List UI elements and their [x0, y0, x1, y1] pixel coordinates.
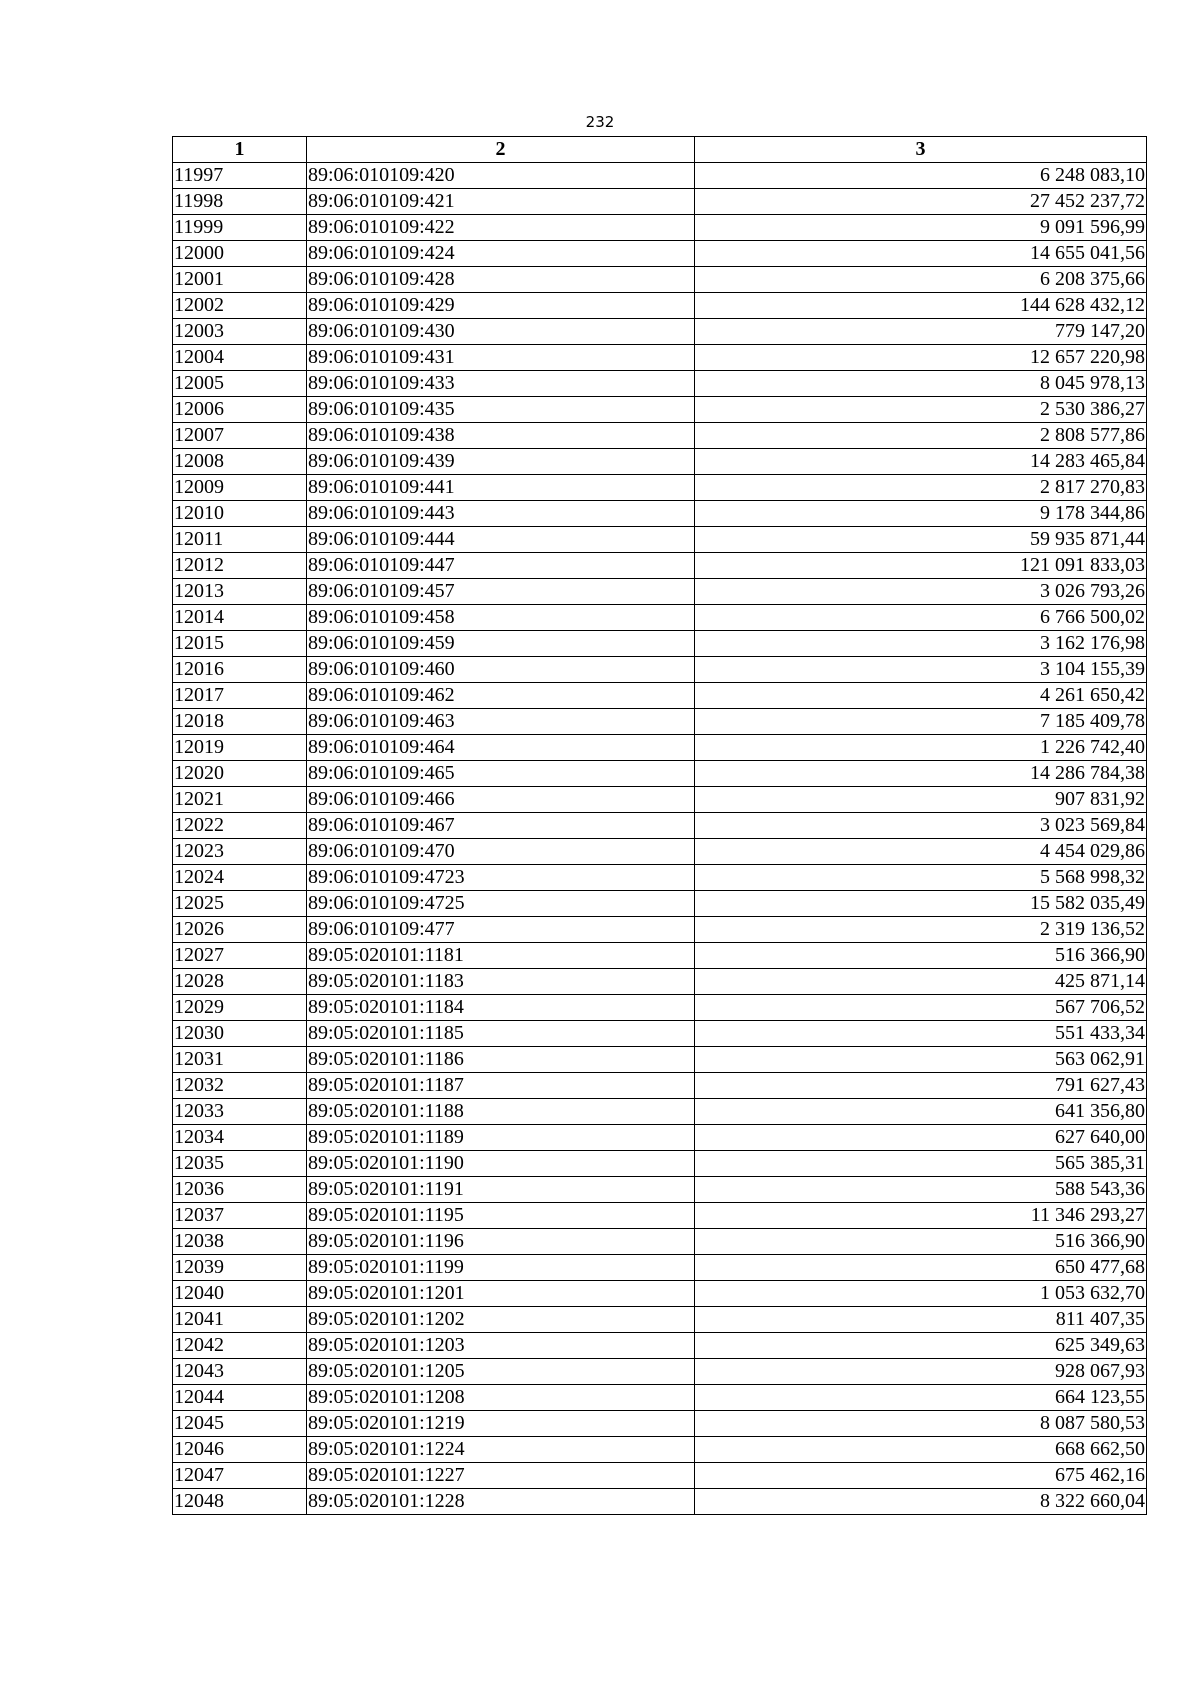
- cadastral-number-cell: 89:06:010109:447: [307, 553, 695, 579]
- table-row: [173, 891, 1147, 917]
- value-cell: 8 322 660,04: [695, 1489, 1147, 1515]
- row-number-cell: 12047: [173, 1463, 307, 1489]
- value-cell: 2 530 386,27: [695, 397, 1147, 423]
- cadastral-number-cell: 89:06:010109:4725: [307, 891, 695, 917]
- data-table: [172, 136, 1147, 1515]
- table-row: [173, 1151, 1147, 1177]
- table-row: [173, 1229, 1147, 1255]
- cadastral-number-cell: 89:05:020101:1187: [307, 1073, 695, 1099]
- value-cell: 8 045 978,13: [695, 371, 1147, 397]
- value-cell: 6 766 500,02: [695, 605, 1147, 631]
- value-cell: 425 871,14: [695, 969, 1147, 995]
- value-cell: 8 087 580,53: [695, 1411, 1147, 1437]
- table-row: [173, 995, 1147, 1021]
- table-row: [173, 917, 1147, 943]
- cadastral-number-cell: 89:06:010109:438: [307, 423, 695, 449]
- cadastral-number-cell: 89:05:020101:1196: [307, 1229, 695, 1255]
- value-cell: 2 808 577,86: [695, 423, 1147, 449]
- table-row: [173, 969, 1147, 995]
- value-cell: 664 123,55: [695, 1385, 1147, 1411]
- table-row: [173, 267, 1147, 293]
- row-number-cell: 12026: [173, 917, 307, 943]
- row-number-cell: 12030: [173, 1021, 307, 1047]
- table-row: [173, 1385, 1147, 1411]
- table-header-row: [173, 137, 1147, 163]
- value-cell: 641 356,80: [695, 1099, 1147, 1125]
- row-number-cell: 11999: [173, 215, 307, 241]
- cadastral-number-cell: 89:05:020101:1184: [307, 995, 695, 1021]
- cadastral-number-cell: 89:06:010109:433: [307, 371, 695, 397]
- table-row: [173, 189, 1147, 215]
- table-row: [173, 163, 1147, 189]
- cadastral-number-cell: 89:06:010109:463: [307, 709, 695, 735]
- value-cell: 516 366,90: [695, 1229, 1147, 1255]
- value-cell: 5 568 998,32: [695, 865, 1147, 891]
- value-cell: 627 640,00: [695, 1125, 1147, 1151]
- column-header-1: 1: [173, 137, 307, 163]
- table-row: [173, 293, 1147, 319]
- row-number-cell: 12027: [173, 943, 307, 969]
- cadastral-number-cell: 89:06:010109:422: [307, 215, 695, 241]
- table-row: [173, 657, 1147, 683]
- value-cell: 6 248 083,10: [695, 163, 1147, 189]
- cadastral-number-cell: 89:06:010109:466: [307, 787, 695, 813]
- row-number-cell: 12015: [173, 631, 307, 657]
- value-cell: 1 053 632,70: [695, 1281, 1147, 1307]
- cadastral-number-cell: 89:06:010109:462: [307, 683, 695, 709]
- table-row: [173, 1125, 1147, 1151]
- value-cell: 14 283 465,84: [695, 449, 1147, 475]
- row-number-cell: 12002: [173, 293, 307, 319]
- value-cell: 121 091 833,03: [695, 553, 1147, 579]
- table-row: [173, 319, 1147, 345]
- value-cell: 3 026 793,26: [695, 579, 1147, 605]
- table-row: [173, 1359, 1147, 1385]
- value-cell: 27 452 237,72: [695, 189, 1147, 215]
- value-cell: 1 226 742,40: [695, 735, 1147, 761]
- row-number-cell: 12037: [173, 1203, 307, 1229]
- value-cell: 59 935 871,44: [695, 527, 1147, 553]
- cadastral-number-cell: 89:05:020101:1188: [307, 1099, 695, 1125]
- row-number-cell: 12017: [173, 683, 307, 709]
- cadastral-number-cell: 89:06:010109:435: [307, 397, 695, 423]
- row-number-cell: 12048: [173, 1489, 307, 1515]
- value-cell: 625 349,63: [695, 1333, 1147, 1359]
- row-number-cell: 12013: [173, 579, 307, 605]
- table-row: [173, 1099, 1147, 1125]
- cadastral-number-cell: 89:06:010109:441: [307, 475, 695, 501]
- cadastral-number-cell: 89:06:010109:439: [307, 449, 695, 475]
- row-number-cell: 12014: [173, 605, 307, 631]
- cadastral-number-cell: 89:06:010109:464: [307, 735, 695, 761]
- row-number-cell: 12016: [173, 657, 307, 683]
- cadastral-number-cell: 89:05:020101:1227: [307, 1463, 695, 1489]
- cadastral-number-cell: 89:06:010109:457: [307, 579, 695, 605]
- cadastral-number-cell: 89:05:020101:1219: [307, 1411, 695, 1437]
- table-row: [173, 527, 1147, 553]
- table-row: [173, 1281, 1147, 1307]
- table-row: [173, 1177, 1147, 1203]
- table-row: [173, 709, 1147, 735]
- value-cell: 588 543,36: [695, 1177, 1147, 1203]
- table-row: [173, 1437, 1147, 1463]
- value-cell: 144 628 432,12: [695, 293, 1147, 319]
- row-number-cell: 12046: [173, 1437, 307, 1463]
- value-cell: 779 147,20: [695, 319, 1147, 345]
- value-cell: 6 208 375,66: [695, 267, 1147, 293]
- value-cell: 567 706,52: [695, 995, 1147, 1021]
- row-number-cell: 12034: [173, 1125, 307, 1151]
- value-cell: 9 091 596,99: [695, 215, 1147, 241]
- value-cell: 907 831,92: [695, 787, 1147, 813]
- row-number-cell: 12045: [173, 1411, 307, 1437]
- value-cell: 14 655 041,56: [695, 241, 1147, 267]
- table-row: [173, 475, 1147, 501]
- table-row: [173, 1411, 1147, 1437]
- cadastral-number-cell: 89:05:020101:1199: [307, 1255, 695, 1281]
- table-row: [173, 1489, 1147, 1515]
- table-row: [173, 397, 1147, 423]
- table-row: [173, 761, 1147, 787]
- cadastral-number-cell: 89:06:010109:465: [307, 761, 695, 787]
- value-cell: 7 185 409,78: [695, 709, 1147, 735]
- row-number-cell: 12007: [173, 423, 307, 449]
- value-cell: 9 178 344,86: [695, 501, 1147, 527]
- table-row: [173, 787, 1147, 813]
- row-number-cell: 12000: [173, 241, 307, 267]
- table-row: [173, 345, 1147, 371]
- cadastral-number-cell: 89:06:010109:477: [307, 917, 695, 943]
- cadastral-number-cell: 89:06:010109:4723: [307, 865, 695, 891]
- row-number-cell: 12042: [173, 1333, 307, 1359]
- table-row: [173, 943, 1147, 969]
- value-cell: 4 454 029,86: [695, 839, 1147, 865]
- value-cell: 2 817 270,83: [695, 475, 1147, 501]
- row-number-cell: 12031: [173, 1047, 307, 1073]
- value-cell: 3 162 176,98: [695, 631, 1147, 657]
- cadastral-number-cell: 89:05:020101:1203: [307, 1333, 695, 1359]
- table-row: [173, 813, 1147, 839]
- table-row: [173, 683, 1147, 709]
- value-cell: 668 662,50: [695, 1437, 1147, 1463]
- row-number-cell: 11998: [173, 189, 307, 215]
- row-number-cell: 12008: [173, 449, 307, 475]
- row-number-cell: 12019: [173, 735, 307, 761]
- table-row: [173, 605, 1147, 631]
- table-row: [173, 631, 1147, 657]
- value-cell: 11 346 293,27: [695, 1203, 1147, 1229]
- table-row: [173, 1307, 1147, 1333]
- table-row: [173, 1047, 1147, 1073]
- cadastral-number-cell: 89:05:020101:1181: [307, 943, 695, 969]
- cadastral-number-cell: 89:05:020101:1205: [307, 1359, 695, 1385]
- cadastral-number-cell: 89:06:010109:443: [307, 501, 695, 527]
- table-row: [173, 1203, 1147, 1229]
- table-row: [173, 1333, 1147, 1359]
- row-number-cell: 12022: [173, 813, 307, 839]
- table-row: [173, 501, 1147, 527]
- cadastral-number-cell: 89:06:010109:470: [307, 839, 695, 865]
- table-row: [173, 423, 1147, 449]
- row-number-cell: 12036: [173, 1177, 307, 1203]
- row-number-cell: 12021: [173, 787, 307, 813]
- table-row: [173, 215, 1147, 241]
- value-cell: 14 286 784,38: [695, 761, 1147, 787]
- row-number-cell: 12043: [173, 1359, 307, 1385]
- cadastral-number-cell: 89:06:010109:428: [307, 267, 695, 293]
- table-row: [173, 839, 1147, 865]
- row-number-cell: 12003: [173, 319, 307, 345]
- row-number-cell: 12001: [173, 267, 307, 293]
- row-number-cell: 12038: [173, 1229, 307, 1255]
- value-cell: 675 462,16: [695, 1463, 1147, 1489]
- row-number-cell: 12006: [173, 397, 307, 423]
- table-row: [173, 1073, 1147, 1099]
- cadastral-number-cell: 89:06:010109:420: [307, 163, 695, 189]
- row-number-cell: 12040: [173, 1281, 307, 1307]
- cadastral-number-cell: 89:05:020101:1183: [307, 969, 695, 995]
- cadastral-number-cell: 89:05:020101:1208: [307, 1385, 695, 1411]
- row-number-cell: 12010: [173, 501, 307, 527]
- table-row: [173, 735, 1147, 761]
- value-cell: 811 407,35: [695, 1307, 1147, 1333]
- cadastral-number-cell: 89:06:010109:429: [307, 293, 695, 319]
- row-number-cell: 12024: [173, 865, 307, 891]
- cadastral-number-cell: 89:06:010109:444: [307, 527, 695, 553]
- cadastral-number-cell: 89:05:020101:1189: [307, 1125, 695, 1151]
- value-cell: 650 477,68: [695, 1255, 1147, 1281]
- value-cell: 4 261 650,42: [695, 683, 1147, 709]
- row-number-cell: 12033: [173, 1099, 307, 1125]
- value-cell: 928 067,93: [695, 1359, 1147, 1385]
- page-number: 232: [585, 113, 615, 131]
- cadastral-number-cell: 89:06:010109:431: [307, 345, 695, 371]
- cadastral-number-cell: 89:06:010109:430: [307, 319, 695, 345]
- table-row: [173, 1463, 1147, 1489]
- row-number-cell: 12020: [173, 761, 307, 787]
- cadastral-number-cell: 89:06:010109:458: [307, 605, 695, 631]
- value-cell: 3 023 569,84: [695, 813, 1147, 839]
- row-number-cell: 12032: [173, 1073, 307, 1099]
- value-cell: 15 582 035,49: [695, 891, 1147, 917]
- cadastral-number-cell: 89:06:010109:459: [307, 631, 695, 657]
- value-cell: 12 657 220,98: [695, 345, 1147, 371]
- value-cell: 516 366,90: [695, 943, 1147, 969]
- column-header-3: 3: [695, 137, 1147, 163]
- cadastral-number-cell: 89:05:020101:1228: [307, 1489, 695, 1515]
- row-number-cell: 12035: [173, 1151, 307, 1177]
- row-number-cell: 12025: [173, 891, 307, 917]
- cadastral-number-cell: 89:06:010109:424: [307, 241, 695, 267]
- table-row: [173, 1021, 1147, 1047]
- row-number-cell: 12004: [173, 345, 307, 371]
- row-number-cell: 12029: [173, 995, 307, 1021]
- row-number-cell: 12018: [173, 709, 307, 735]
- cadastral-number-cell: 89:05:020101:1202: [307, 1307, 695, 1333]
- value-cell: 3 104 155,39: [695, 657, 1147, 683]
- table-row: [173, 579, 1147, 605]
- value-cell: 791 627,43: [695, 1073, 1147, 1099]
- row-number-cell: 12028: [173, 969, 307, 995]
- column-header-2: 2: [307, 137, 695, 163]
- table-row: [173, 449, 1147, 475]
- row-number-cell: 12041: [173, 1307, 307, 1333]
- cadastral-number-cell: 89:05:020101:1224: [307, 1437, 695, 1463]
- cadastral-number-cell: 89:05:020101:1190: [307, 1151, 695, 1177]
- cadastral-number-cell: 89:05:020101:1195: [307, 1203, 695, 1229]
- cadastral-number-cell: 89:05:020101:1185: [307, 1021, 695, 1047]
- cadastral-number-cell: 89:06:010109:421: [307, 189, 695, 215]
- cadastral-number-cell: 89:06:010109:460: [307, 657, 695, 683]
- row-number-cell: 12009: [173, 475, 307, 501]
- row-number-cell: 12005: [173, 371, 307, 397]
- table-row: [173, 865, 1147, 891]
- cadastral-number-cell: 89:05:020101:1201: [307, 1281, 695, 1307]
- row-number-cell: 12023: [173, 839, 307, 865]
- row-number-cell: 12044: [173, 1385, 307, 1411]
- row-number-cell: 12039: [173, 1255, 307, 1281]
- row-number-cell: 11997: [173, 163, 307, 189]
- value-cell: 565 385,31: [695, 1151, 1147, 1177]
- cadastral-number-cell: 89:06:010109:467: [307, 813, 695, 839]
- table-row: [173, 553, 1147, 579]
- row-number-cell: 12011: [173, 527, 307, 553]
- table-row: [173, 371, 1147, 397]
- value-cell: 563 062,91: [695, 1047, 1147, 1073]
- table-row: [173, 241, 1147, 267]
- value-cell: 2 319 136,52: [695, 917, 1147, 943]
- table-row: [173, 1255, 1147, 1281]
- row-number-cell: 12012: [173, 553, 307, 579]
- cadastral-number-cell: 89:05:020101:1186: [307, 1047, 695, 1073]
- cadastral-number-cell: 89:05:020101:1191: [307, 1177, 695, 1203]
- value-cell: 551 433,34: [695, 1021, 1147, 1047]
